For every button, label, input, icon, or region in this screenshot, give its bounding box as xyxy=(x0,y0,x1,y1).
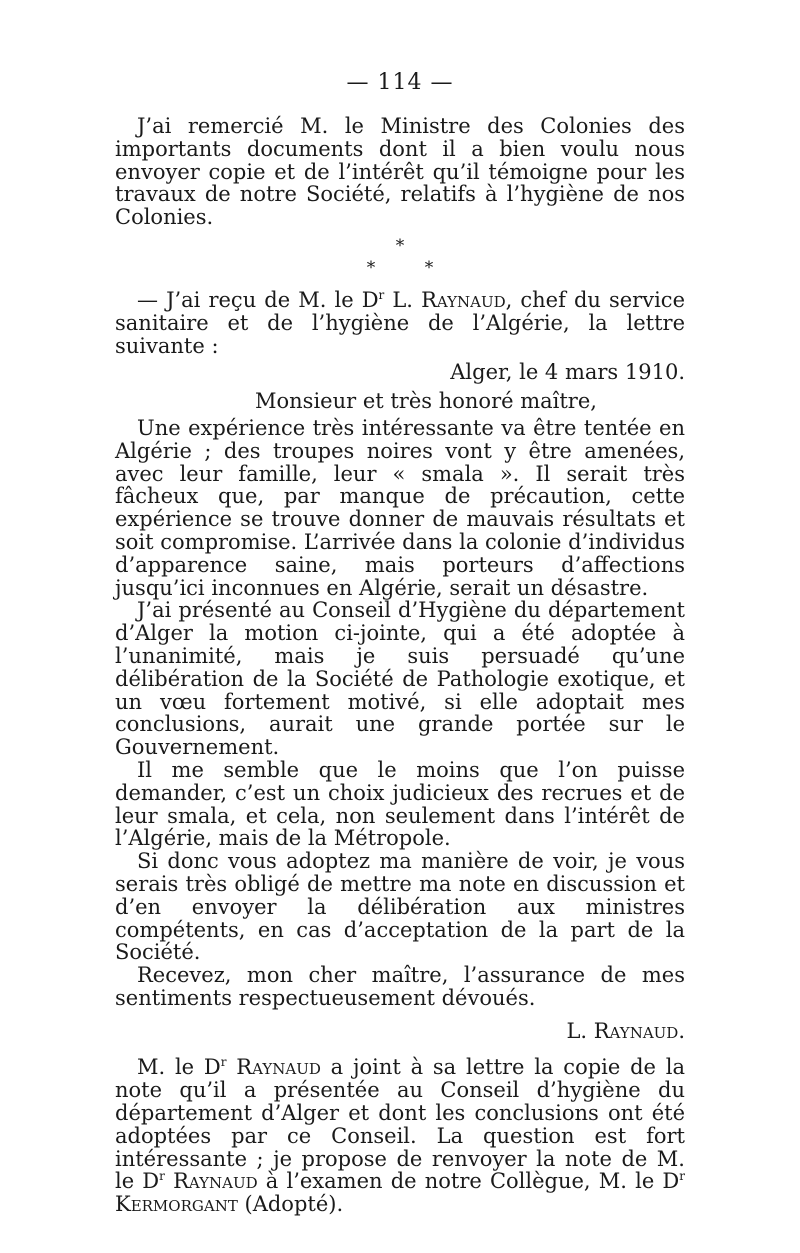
asterism-top: * xyxy=(395,235,405,256)
doctor-superscript: r xyxy=(378,287,385,302)
doctor-superscript: r xyxy=(679,1169,686,1184)
asterism-bottom: * * xyxy=(366,257,456,278)
author-name: Raynaud xyxy=(421,287,506,312)
asterism xyxy=(115,235,685,279)
letter-paragraph: Une expérience très intéressante va être tentée en Algérie ; des troupes noires vont y être amenées, avec leur famille, leur « smala ». Il serait très fâcheux que, par manque de précaution, cette expérience se trouve donner de mauvais résultats et soit compromise. L’arrivée dans la colonie d’individus d’apparence saine, mais porteurs d’affections jusqu’ici inconnues en Algérie, serait un désastre. xyxy=(115,415,685,600)
intro-text-before: — J’ai reçu de M. le D xyxy=(137,287,379,312)
page-number: — 114 — xyxy=(346,70,454,95)
author-name: Raynaud xyxy=(164,1169,258,1194)
author-name: Raynaud xyxy=(226,1055,321,1080)
letter-salutation: Monsieur et très honoré maître, xyxy=(255,389,597,414)
letter-dateline: Alger, le 4 mars 1910. xyxy=(450,360,685,385)
referral-text: a joint à sa lettre la copie de la note qu’il a présentée au Conseil d’hygiène du département d’Alger et dont les conclusions ont été adoptées par ce Conseil. La question est fort intéressante ; je propose de renvoyer la note de M. le D xyxy=(115,1055,685,1194)
page-body xyxy=(115,115,685,1216)
colleague-name: Kermorgant xyxy=(115,1192,238,1217)
intro-text-after: , chef du service sanitaire et de l’hygiène de l’Algérie, la lettre suivante : xyxy=(115,287,685,358)
paragraph-thanks-minister: J’ai remercié M. le Ministre des Colonies des importants documents dont il a bien voulu nous envoyer copie et de l’intérêt qu’il témoigne pour les travaux de notre Société, relatifs à l’hygiène de nos Colonies. xyxy=(115,114,685,230)
letter-paragraph: Il me semble que le moins que l’on puisse demander, c’est un choix judicieux des recrues et de leur smala, et cela, non seulement dans l’intérêt de l’Algérie, mais de la Métropole. xyxy=(115,757,685,851)
referral-text: (Adopté). xyxy=(237,1192,344,1217)
doctor-superscript: r xyxy=(159,1169,165,1184)
doctor-superscript: r xyxy=(220,1055,227,1070)
referral-text: M. le D xyxy=(137,1055,221,1080)
intro-text-mid: L. xyxy=(384,287,422,312)
letter-paragraph: Si donc vous adoptez ma manière de voir, je vous serais très obligé de mettre ma note en discussion et d’en envoyer la délibération aux ministres compétents, en cas d’acceptation de la part de la Société. xyxy=(115,849,685,965)
letter-paragraph: Recevez, mon cher maître, l’assurance de mes sentiments respectueusement dévoués. xyxy=(115,963,685,1010)
paragraph-referral xyxy=(115,1056,685,1216)
letter-signature: L. Raynaud. xyxy=(566,1018,685,1043)
referral-text: à l’examen de notre Collègue, M. le D xyxy=(257,1169,680,1194)
letter-paragraph: J’ai présenté au Conseil d’Hygiène du département d’Alger la motion ci-jointe, qui a été adoptée à l’unanimité, mais je suis persuadé qu’une délibération de la Société de Pathologie exotique, et un vœu fortement motivé, si elle adoptait mes conclusions, aurait une grande portée sur le Gouvernement. xyxy=(115,598,685,760)
paragraph-letter-intro xyxy=(115,289,685,357)
